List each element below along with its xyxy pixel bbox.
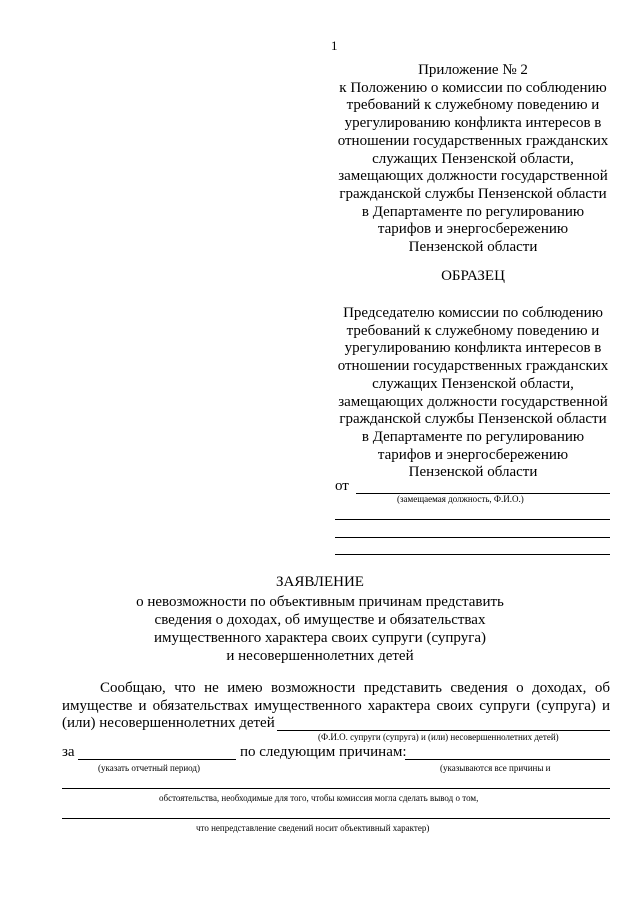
blank-line[interactable] — [335, 554, 610, 555]
addressee-line: замещающих должности государственной — [338, 393, 608, 410]
from-caption: (замещаемая должность, Ф.И.О.) — [397, 494, 524, 504]
period-label: за — [62, 744, 75, 760]
appendix-header — [334, 62, 612, 257]
reasons-caption: (указываются все причины и — [440, 763, 551, 773]
addressee-line: урегулированию конфликта интересов в — [344, 340, 602, 357]
appendix-line: служащих Пензенской области, — [372, 150, 574, 167]
appendix-line: требований к служебному поведению и — [346, 97, 600, 114]
addressee-line: требований к служебному поведению и — [346, 322, 600, 339]
appendix-title: Приложение № 2 — [418, 62, 528, 78]
reasons-label: по следующим причинам: — [240, 744, 407, 760]
addressee-line: в Департаменте по регулированию — [361, 428, 585, 445]
addressee-line: тарифов и энергосбережению — [377, 446, 569, 463]
addressee-line: отношении государственных гражданских — [337, 358, 609, 375]
circumstances-caption: обстоятельства, необходимые для того, чтобы комиссия могла сделать вывод о том, — [159, 793, 479, 803]
spouse-children-caption: (Ф.И.О. супруги (супруга) и (или) несовершеннолетних детей) — [318, 732, 559, 742]
reasons-blank-line[interactable] — [405, 759, 610, 760]
statement-heading: ЗАЯВЛЕНИЕ — [276, 574, 364, 590]
appendix-line: в Департаменте по регулированию — [361, 203, 585, 220]
statement-subtitle-line: и несовершеннолетних детей — [226, 648, 414, 664]
addressee-line: Председателю комиссии по соблюдению — [343, 305, 603, 321]
reasons-blank-line[interactable] — [62, 788, 610, 789]
from-label: от — [335, 478, 349, 494]
addressee-line: служащих Пензенской области, — [372, 375, 574, 392]
statement-subtitle-line: сведения о доходах, об имуществе и обязательствах — [154, 612, 486, 628]
blank-line[interactable] — [335, 519, 610, 520]
appendix-line: отношении государственных гражданских — [337, 132, 609, 149]
appendix-line: к Положению о комиссии по соблюдению — [339, 79, 607, 96]
period-blank-line[interactable] — [78, 759, 236, 760]
addressee-line: Пензенской области — [408, 464, 538, 481]
appendix-line: замещающих должности государственной — [338, 168, 608, 185]
page-number: 1 — [331, 38, 338, 53]
body-line: Сообщаю, что не имею возможности представить сведения о доходах, об — [100, 680, 610, 696]
addressee-line: гражданской службы Пензенской области — [339, 411, 607, 428]
body-line: имуществе и обязательствах имущественного характера своих супруги (супруга) и — [62, 698, 610, 714]
addressee-block — [334, 305, 612, 482]
appendix-line: тарифов и энергосбережению — [377, 221, 569, 238]
body-line: (или) несовершеннолетних детей — [62, 715, 275, 731]
sample-label: ОБРАЗЕЦ — [441, 268, 505, 284]
spouse-children-blank-line[interactable] — [277, 730, 610, 731]
blank-line[interactable] — [335, 537, 610, 538]
statement-subtitle-line: о невозможности по объективным причинам представить — [136, 594, 504, 610]
statement-body — [62, 679, 610, 715]
appendix-line: гражданской службы Пензенской области — [339, 185, 607, 202]
reasons-blank-line[interactable] — [62, 818, 610, 819]
appendix-line: урегулированию конфликта интересов в — [344, 115, 602, 132]
statement-subtitle-line: имущественного характера своих супруги (супруга) — [153, 630, 487, 646]
period-caption: (указать отчетный период) — [98, 763, 200, 773]
objective-caption: что непредставление сведений носит объективный характер) — [196, 823, 430, 833]
appendix-line: Пензенской области — [408, 239, 538, 256]
